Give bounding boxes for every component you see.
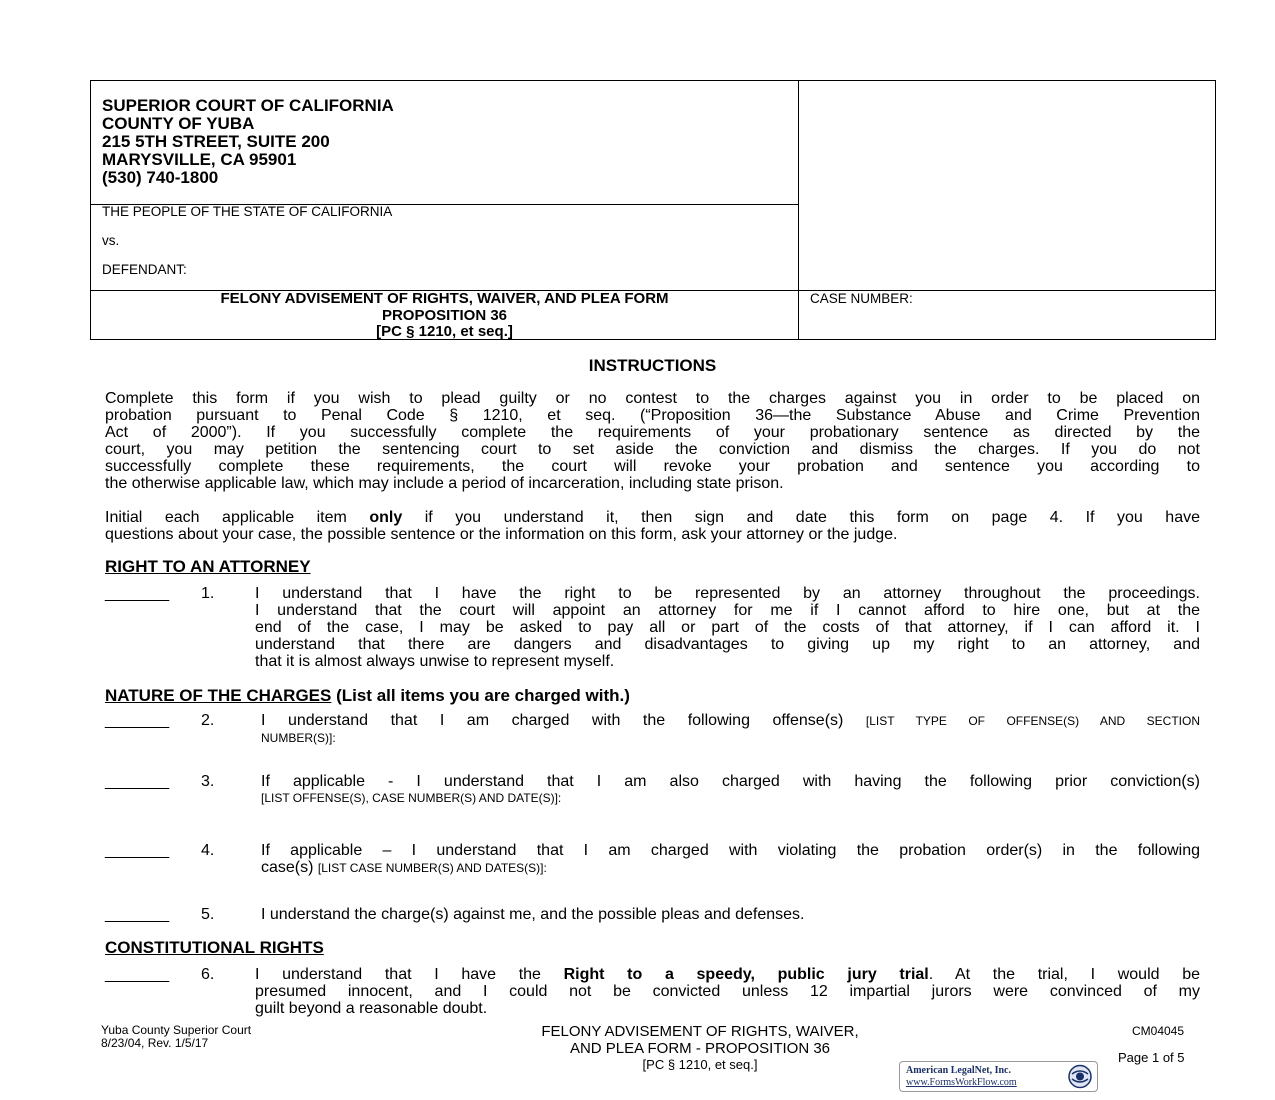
defendant-label: DEFENDANT: xyxy=(102,262,187,277)
section-heading-attorney: RIGHT TO AN ATTORNEY xyxy=(105,557,311,576)
initial-blank[interactable]: ________ xyxy=(105,585,169,602)
section-heading-constitutional: CONSTITUTIONAL RIGHTS xyxy=(105,938,324,957)
form-code: CM04045 xyxy=(1132,1024,1185,1038)
initial-blank[interactable]: ________ xyxy=(105,966,169,983)
page-number: Page 1 of 5 xyxy=(1118,1050,1185,1065)
caption-box xyxy=(90,80,1216,340)
instructions-heading: INSTRUCTIONS xyxy=(588,356,717,375)
initial-blank[interactable]: ________ xyxy=(105,712,169,729)
form-title: FELONY ADVISEMENT OF RIGHTS, WAIVER, AND PLEA FORM PROPOSITION 36 [PC § 1210, et seq.] xyxy=(220,290,669,340)
publisher-logo[interactable]: American LegalNet, Inc. www.FormsWorkFlow.com xyxy=(899,1061,1098,1092)
globe-icon xyxy=(1067,1064,1093,1089)
initial-instructions: Initial each applicable item only if you understand it, then sign and date this form on page 4. If you have questions about your case, the possible sentence or the information on this form, ask your attorney or the judge. xyxy=(105,509,1200,543)
initial-blank[interactable]: ________ xyxy=(105,842,169,859)
initial-blank[interactable]: ________ xyxy=(105,906,169,923)
initial-blank[interactable]: ________ xyxy=(105,773,169,790)
footer-left: Yuba County Superior Court 8/23/04, Rev. 1/5/17 xyxy=(101,1023,252,1050)
people-label: THE PEOPLE OF THE STATE OF CALIFORNIA xyxy=(102,204,393,219)
divider xyxy=(798,81,799,340)
case-number-label: CASE NUMBER: xyxy=(810,291,913,306)
instructions-paragraph: Complete this form if you wish to plead guilty or no contest to the charges against you in order to be placed on probation pursuant to Penal Code § 1210, et seq. (“Proposition 36—the Substance Abuse and Crime Prevention Act of 2000”). If you successfully complete the requirements of your probationary sentence as directed by the court, you may petition the sentencing court to set aside the conviction and dismiss the charges. If you do not successfully complete these requirements, the court will revoke your probation and sentence you according to the otherwise applicable law, which may include a period of incarceration, including state prison. xyxy=(105,390,1200,492)
footer-title: FELONY ADVISEMENT OF RIGHTS, WAIVER, AND PLEA FORM - PROPOSITION 36 [PC § 1210, et seq.] xyxy=(541,1023,859,1072)
vs-label: vs. xyxy=(102,233,120,248)
section-heading-charges: NATURE OF THE CHARGES (List all items you are charged with.) xyxy=(105,686,630,705)
court-address: SUPERIOR COURT OF CALIFORNIA COUNTY OF YUBA 215 5TH STREET, SUITE 200 MARYSVILLE, CA 95901 (530) 740-1800 xyxy=(102,96,394,187)
